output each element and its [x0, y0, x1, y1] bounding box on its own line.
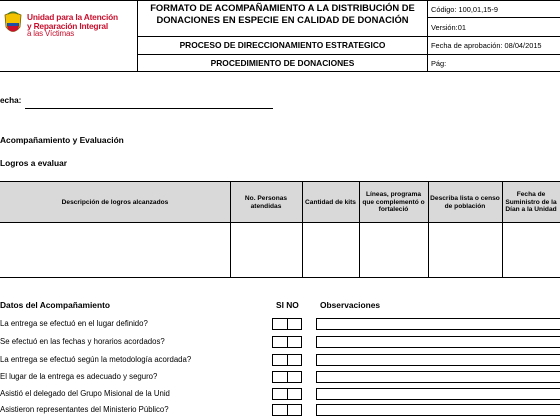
- si-no-header: SI NO: [276, 300, 299, 310]
- question-label: La entrega se efectuó según la metodología acordada?: [0, 355, 192, 364]
- document-header: [0, 0, 560, 72]
- th-lineas: Líneas, programa que complementó o fortaleció: [362, 191, 425, 214]
- si-no-checkbox-pair[interactable]: [272, 318, 302, 330]
- logo-line-1: Unidad para la Atención: [27, 12, 118, 22]
- question-label: La entrega se efectuó en el lugar definido?: [0, 319, 148, 328]
- fecha-label: echa:: [0, 96, 22, 105]
- page-cell: Pág:: [428, 55, 560, 72]
- approval-date-cell: Fecha de aprobación: 08/04/2015: [428, 37, 560, 55]
- observation-field[interactable]: [316, 388, 560, 400]
- si-no-checkbox-pair[interactable]: [272, 354, 302, 366]
- question-label: Asistieron representantes del Ministerio Público?: [0, 405, 169, 414]
- si-no-checkbox-pair[interactable]: [272, 336, 302, 348]
- coat-of-arms-icon: [2, 11, 24, 37]
- th-censo: Describa lista o censo de población: [430, 195, 500, 210]
- section-logros-title: Logros a evaluar: [0, 158, 68, 168]
- th-descripcion: Descripción de logros alcanzados: [61, 198, 169, 206]
- procedure-name: PROCEDIMIENTO DE DONACIONES: [138, 55, 428, 72]
- observation-field[interactable]: [316, 336, 560, 348]
- si-no-checkbox-pair[interactable]: [272, 371, 302, 383]
- version-cell: Versión:01: [428, 18, 560, 37]
- th-kits: Cantidad de kits: [305, 198, 356, 206]
- logo-line-3: a las Víctimas: [27, 29, 74, 39]
- si-no-checkbox-pair[interactable]: [272, 404, 302, 416]
- logo-wordmark: [27, 13, 137, 39]
- question-label: Asistió el delegado del Grupo Misional de la Unid: [0, 389, 170, 398]
- observation-field[interactable]: [316, 318, 560, 330]
- section-acompanamiento-title: Acompañamiento y Evaluación: [0, 135, 124, 145]
- logo-cell: [0, 0, 138, 72]
- observation-field[interactable]: [316, 354, 560, 366]
- th-fecha-suministro: Fecha de Suministro de la Dían a la Unidad: [505, 191, 557, 214]
- datos-title: Datos del Acompañamiento: [0, 300, 110, 310]
- form-title: FORMATO DE ACOMPAÑAMIENTO A LA DISTRIBUCIÓN DE DONACIONES EN ESPECIE EN CALIDAD DE DONACIÓN: [138, 0, 428, 37]
- observaciones-header: Observaciones: [320, 300, 381, 310]
- logo-line-2: y Reparación Integral: [27, 20, 108, 31]
- process-name: PROCESO DE DIRECCIONAMIENTO ESTRATEGICO: [138, 37, 428, 55]
- logros-table: [0, 181, 560, 278]
- question-label: Se efectuó en las fechas y horarios acordados?: [0, 337, 165, 346]
- th-personas: No. Personas atendidas: [244, 195, 288, 210]
- fecha-input-line[interactable]: [25, 108, 273, 109]
- observation-field[interactable]: [316, 404, 560, 416]
- code-cell: Código: 100,01,15-9: [428, 0, 560, 18]
- si-no-checkbox-pair[interactable]: [272, 388, 302, 400]
- observation-field[interactable]: [316, 371, 560, 383]
- question-label: El lugar de la entrega es adecuado y seguro?: [0, 372, 158, 381]
